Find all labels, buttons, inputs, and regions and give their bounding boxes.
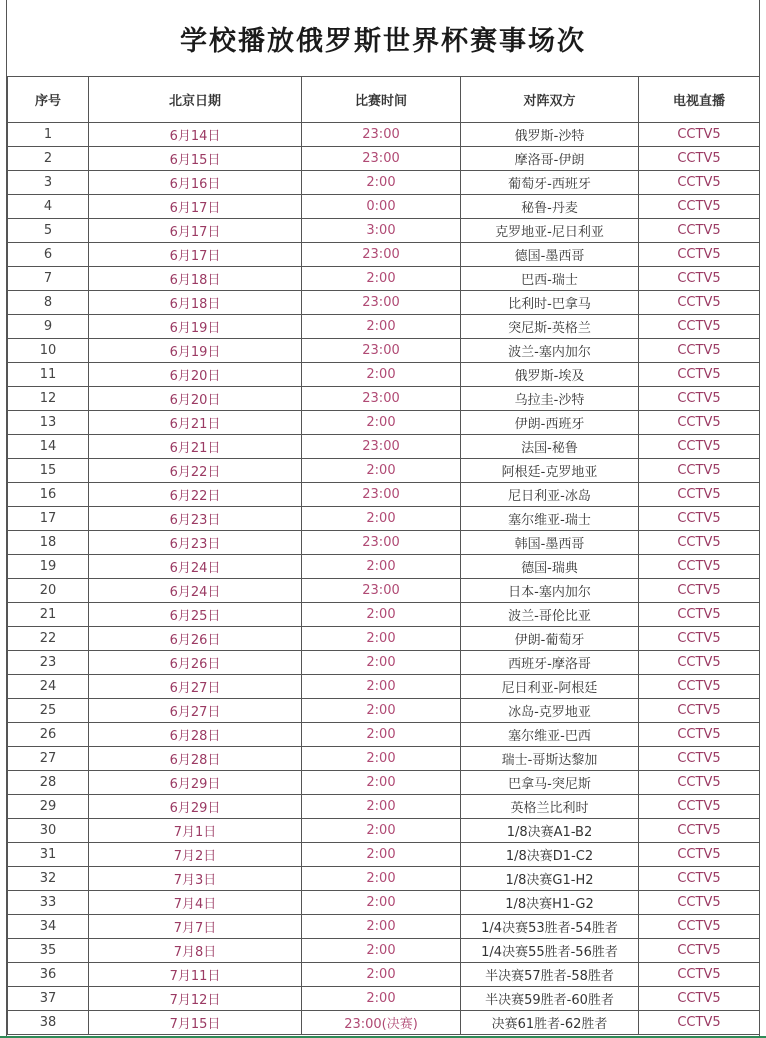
cell-tv: CCTV5 [639,267,760,291]
cell-tv: CCTV5 [639,411,760,435]
cell-teams: 伊朗-西班牙 [461,411,639,435]
table-row [8,411,760,435]
table-row [8,459,760,483]
cell-date: 6月17日 [89,219,302,243]
header-no: 序号 [8,77,89,123]
cell-time: 2:00 [302,555,461,579]
cell-date: 7月12日 [89,987,302,1011]
cell-date: 6月26日 [89,627,302,651]
table-row [8,147,760,171]
cell-date: 7月15日 [89,1011,302,1035]
cell-tv: CCTV5 [639,339,760,363]
cell-teams: 秘鲁-丹麦 [461,195,639,219]
cell-no: 31 [8,843,89,867]
cell-time: 2:00 [302,795,461,819]
cell-date: 6月27日 [89,675,302,699]
table-row [8,363,760,387]
cell-no: 26 [8,723,89,747]
cell-no: 38 [8,1011,89,1035]
cell-time: 2:00 [302,363,461,387]
cell-teams: 波兰-塞内加尔 [461,339,639,363]
cell-teams: 波兰-哥伦比亚 [461,603,639,627]
cell-tv: CCTV5 [639,771,760,795]
cell-teams: 伊朗-葡萄牙 [461,627,639,651]
cell-teams: 1/4决赛53胜者-54胜者 [461,915,639,939]
cell-date: 6月18日 [89,267,302,291]
cell-tv: CCTV5 [639,315,760,339]
cell-no: 25 [8,699,89,723]
table-row [8,291,760,315]
cell-no: 36 [8,963,89,987]
cell-tv: CCTV5 [639,291,760,315]
table-row [8,123,760,147]
title-cell [7,0,759,77]
cell-no: 20 [8,579,89,603]
cell-no: 14 [8,435,89,459]
cell-teams: 德国-瑞典 [461,555,639,579]
table-row [8,483,760,507]
cell-date: 6月23日 [89,507,302,531]
cell-time: 2:00 [302,891,461,915]
cell-teams: 塞尔维亚-巴西 [461,723,639,747]
cell-tv: CCTV5 [639,387,760,411]
cell-no: 29 [8,795,89,819]
cell-no: 23 [8,651,89,675]
cell-no: 18 [8,531,89,555]
cell-teams: 巴拿马-突尼斯 [461,771,639,795]
cell-time: 23:00 [302,579,461,603]
cell-tv: CCTV5 [639,363,760,387]
cell-time: 2:00 [302,507,461,531]
cell-time: 23:00 [302,339,461,363]
cell-no: 7 [8,267,89,291]
cell-tv: CCTV5 [639,555,760,579]
cell-teams: 塞尔维亚-瑞士 [461,507,639,531]
cell-time: 23:00 [302,123,461,147]
cell-date: 7月2日 [89,843,302,867]
table-row [8,603,760,627]
header-teams: 对阵双方 [461,77,639,123]
cell-date: 7月4日 [89,891,302,915]
cell-date: 6月27日 [89,699,302,723]
cell-no: 35 [8,939,89,963]
cell-teams: 1/8决赛G1-H2 [461,867,639,891]
cell-no: 21 [8,603,89,627]
cell-time: 2:00 [302,171,461,195]
cell-teams: 半决赛59胜者-60胜者 [461,987,639,1011]
cell-no: 12 [8,387,89,411]
cell-date: 6月17日 [89,243,302,267]
table-row [8,627,760,651]
cell-tv: CCTV5 [639,219,760,243]
cell-tv: CCTV5 [639,867,760,891]
cell-no: 4 [8,195,89,219]
cell-teams: 半决赛57胜者-58胜者 [461,963,639,987]
cell-time: 2:00 [302,459,461,483]
cell-no: 9 [8,315,89,339]
cell-teams: 1/8决赛D1-C2 [461,843,639,867]
cell-date: 6月22日 [89,483,302,507]
table-row [8,219,760,243]
cell-tv: CCTV5 [639,171,760,195]
cell-date: 6月24日 [89,555,302,579]
cell-time: 2:00 [302,843,461,867]
cell-teams: 1/8决赛H1-G2 [461,891,639,915]
cell-no: 2 [8,147,89,171]
page-title: 学校播放俄罗斯世界杯赛事场次 [180,25,586,57]
table-row [8,891,760,915]
cell-tv: CCTV5 [639,939,760,963]
cell-date: 7月1日 [89,819,302,843]
cell-teams: 日本-塞内加尔 [461,579,639,603]
cell-no: 3 [8,171,89,195]
cell-time: 2:00 [302,723,461,747]
cell-tv: CCTV5 [639,723,760,747]
cell-no: 10 [8,339,89,363]
cell-date: 6月20日 [89,363,302,387]
cell-no: 19 [8,555,89,579]
cell-date: 6月24日 [89,579,302,603]
cell-date: 6月18日 [89,291,302,315]
cell-tv: CCTV5 [639,843,760,867]
cell-teams: 摩洛哥-伊朗 [461,147,639,171]
header-date: 北京日期 [89,77,302,123]
cell-no: 33 [8,891,89,915]
cell-time: 23:00 [302,531,461,555]
table-row [8,435,760,459]
cell-tv: CCTV5 [639,987,760,1011]
cell-time: 2:00 [302,939,461,963]
header-tv: 电视直播 [639,77,760,123]
cell-tv: CCTV5 [639,915,760,939]
cell-teams: 阿根廷-克罗地亚 [461,459,639,483]
table-row [8,531,760,555]
schedule-rows [8,123,760,1035]
cell-time: 2:00 [302,315,461,339]
cell-date: 6月26日 [89,651,302,675]
schedule-table [7,76,760,1035]
table-row [8,915,760,939]
cell-teams: 克罗地亚-尼日利亚 [461,219,639,243]
cell-teams: 比利时-巴拿马 [461,291,639,315]
cell-no: 37 [8,987,89,1011]
table-row [8,339,760,363]
cell-time: 2:00 [302,867,461,891]
cell-tv: CCTV5 [639,243,760,267]
cell-time: 23:00 [302,435,461,459]
cell-no: 13 [8,411,89,435]
cell-date: 7月11日 [89,963,302,987]
cell-tv: CCTV5 [639,1011,760,1035]
cell-time: 2:00 [302,819,461,843]
cell-tv: CCTV5 [639,699,760,723]
cell-date: 6月20日 [89,387,302,411]
table-row [8,747,760,771]
table-row [8,1011,760,1035]
cell-tv: CCTV5 [639,195,760,219]
cell-time: 2:00 [302,411,461,435]
cell-tv: CCTV5 [639,819,760,843]
cell-tv: CCTV5 [639,483,760,507]
cell-no: 34 [8,915,89,939]
cell-time: 2:00 [302,915,461,939]
cell-teams: 决赛61胜者-62胜者 [461,1011,639,1035]
cell-teams: 1/8决赛A1-B2 [461,819,639,843]
cell-time: 2:00 [302,627,461,651]
cell-date: 6月23日 [89,531,302,555]
cell-teams: 巴西-瑞士 [461,267,639,291]
cell-date: 6月15日 [89,147,302,171]
table-row [8,771,760,795]
cell-no: 27 [8,747,89,771]
cell-no: 17 [8,507,89,531]
table-row [8,387,760,411]
cell-teams: 突尼斯-英格兰 [461,315,639,339]
cell-teams: 冰岛-克罗地亚 [461,699,639,723]
cell-teams: 尼日利亚-阿根廷 [461,675,639,699]
cell-no: 1 [8,123,89,147]
cell-tv: CCTV5 [639,603,760,627]
cell-date: 7月8日 [89,939,302,963]
cell-time: 0:00 [302,195,461,219]
cell-tv: CCTV5 [639,795,760,819]
cell-teams: 英格兰比利时 [461,795,639,819]
cell-time: 23:00(决赛) [302,1011,461,1035]
cell-no: 24 [8,675,89,699]
cell-no: 30 [8,819,89,843]
cell-date: 6月17日 [89,195,302,219]
table-row [8,795,760,819]
cell-date: 6月21日 [89,411,302,435]
cell-date: 6月28日 [89,747,302,771]
cell-tv: CCTV5 [639,435,760,459]
cell-tv: CCTV5 [639,507,760,531]
schedule-sheet [6,0,760,1036]
header-row [8,77,760,123]
cell-tv: CCTV5 [639,747,760,771]
cell-time: 2:00 [302,747,461,771]
cell-date: 7月7日 [89,915,302,939]
cell-time: 23:00 [302,147,461,171]
cell-time: 2:00 [302,771,461,795]
table-row [8,651,760,675]
cell-no: 22 [8,627,89,651]
table-row [8,675,760,699]
cell-time: 2:00 [302,699,461,723]
table-row [8,171,760,195]
table-row [8,579,760,603]
cell-time: 2:00 [302,267,461,291]
cell-date: 7月3日 [89,867,302,891]
cell-date: 6月28日 [89,723,302,747]
cell-time: 2:00 [302,987,461,1011]
cell-teams: 西班牙-摩洛哥 [461,651,639,675]
cell-no: 5 [8,219,89,243]
cell-tv: CCTV5 [639,531,760,555]
cell-date: 6月29日 [89,795,302,819]
cell-date: 6月21日 [89,435,302,459]
table-row [8,507,760,531]
cell-no: 28 [8,771,89,795]
cell-teams: 德国-墨西哥 [461,243,639,267]
table-row [8,723,760,747]
cell-no: 8 [8,291,89,315]
table-row [8,843,760,867]
cell-teams: 法国-秘鲁 [461,435,639,459]
cell-teams: 葡萄牙-西班牙 [461,171,639,195]
cell-teams: 瑞士-哥斯达黎加 [461,747,639,771]
cell-teams: 俄罗斯-埃及 [461,363,639,387]
cell-date: 6月29日 [89,771,302,795]
table-row [8,963,760,987]
cell-tv: CCTV5 [639,579,760,603]
cell-time: 23:00 [302,243,461,267]
cell-no: 15 [8,459,89,483]
cell-date: 6月16日 [89,171,302,195]
cell-date: 6月19日 [89,315,302,339]
cell-no: 11 [8,363,89,387]
cell-date: 6月19日 [89,339,302,363]
cell-tv: CCTV5 [639,147,760,171]
header-time: 比赛时间 [302,77,461,123]
table-row [8,267,760,291]
cell-date: 6月14日 [89,123,302,147]
cell-tv: CCTV5 [639,627,760,651]
cell-teams: 尼日利亚-冰岛 [461,483,639,507]
table-row [8,699,760,723]
cell-teams: 俄罗斯-沙特 [461,123,639,147]
cell-date: 6月22日 [89,459,302,483]
table-row [8,939,760,963]
cell-tv: CCTV5 [639,675,760,699]
cell-tv: CCTV5 [639,459,760,483]
table-row [8,555,760,579]
cell-time: 2:00 [302,963,461,987]
table-row [8,819,760,843]
table-row [8,243,760,267]
cell-teams: 韩国-墨西哥 [461,531,639,555]
cell-time: 23:00 [302,387,461,411]
cell-time: 2:00 [302,603,461,627]
cell-no: 6 [8,243,89,267]
cell-tv: CCTV5 [639,963,760,987]
table-row [8,315,760,339]
cell-teams: 1/4决赛55胜者-56胜者 [461,939,639,963]
cell-time: 23:00 [302,483,461,507]
cell-no: 32 [8,867,89,891]
table-row [8,195,760,219]
cell-tv: CCTV5 [639,651,760,675]
cell-tv: CCTV5 [639,891,760,915]
cell-time: 2:00 [302,675,461,699]
table-row [8,987,760,1011]
cell-time: 23:00 [302,291,461,315]
cell-time: 3:00 [302,219,461,243]
cell-time: 2:00 [302,651,461,675]
cell-date: 6月25日 [89,603,302,627]
cell-teams: 乌拉圭-沙特 [461,387,639,411]
cell-tv: CCTV5 [639,123,760,147]
table-row [8,867,760,891]
cell-no: 16 [8,483,89,507]
